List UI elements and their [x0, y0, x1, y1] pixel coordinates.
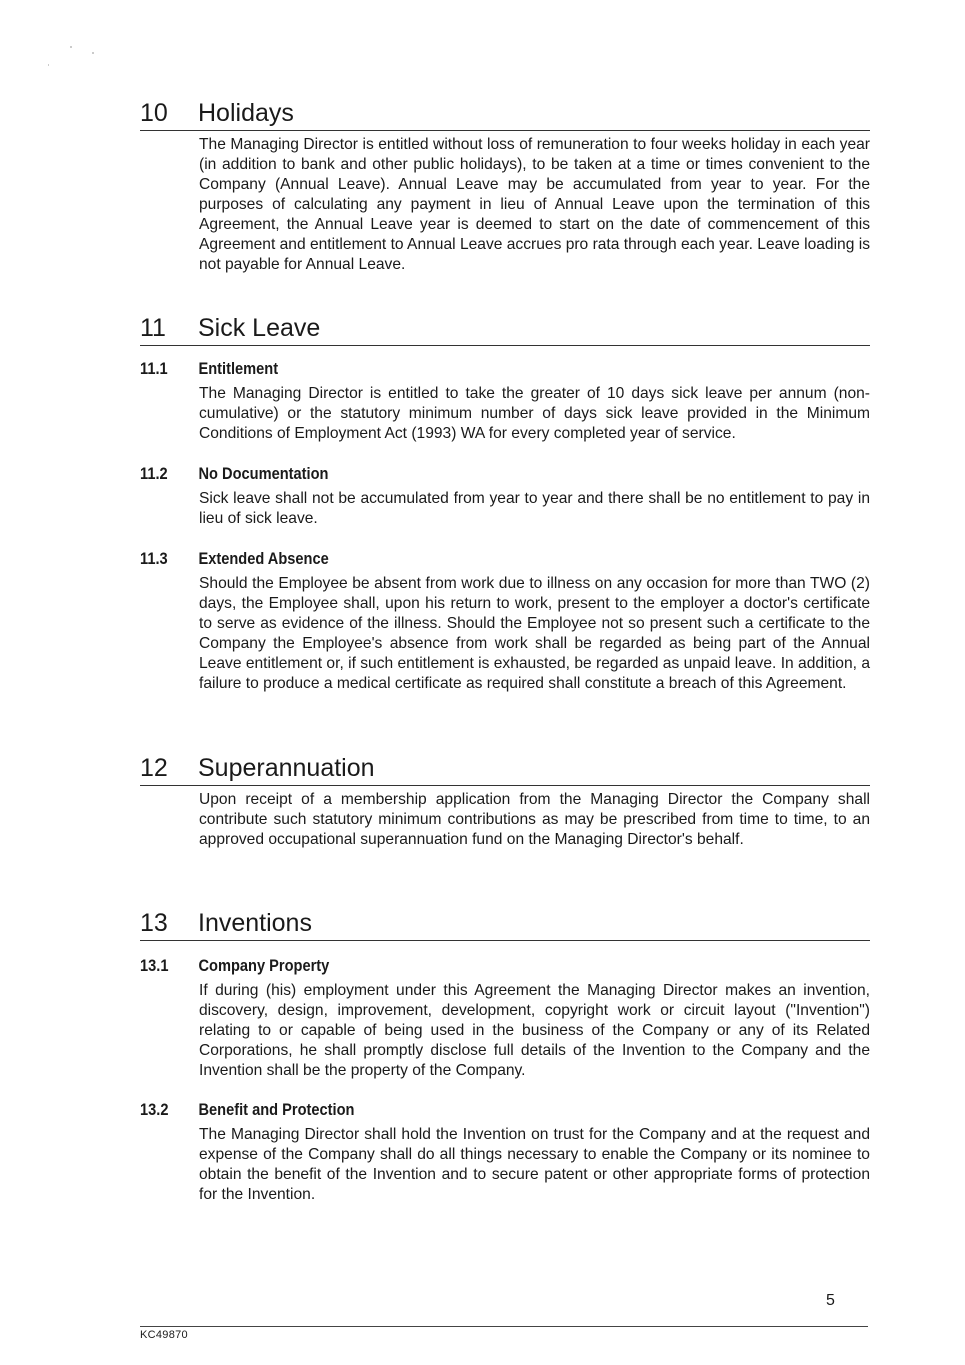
subsection-title: Extended Absence — [198, 549, 329, 568]
subsection-heading — [140, 1099, 868, 1121]
subsection-body: If during (his) employment under this Agreement the Managing Director makes an invention, discovery, design, improvement, development, copyright work or circuit layout ("Invention") relating to or capable of being used in the business of the Company or any of its Related Corporations, he shall promptly disclose full details of the Invention to the Company and the Invention shall be the property of the Company. — [199, 982, 870, 1079]
section-title: Sick Leave — [198, 314, 321, 342]
subsection-heading — [140, 548, 868, 570]
subsection-number: 11.1 — [140, 359, 168, 378]
section-number: 13 — [140, 909, 168, 937]
section-inventions — [140, 910, 870, 941]
subsection-body: Sick leave shall not be accumulated from year to year and there shall be no entitlement to pay in lieu of sick leave. — [199, 490, 870, 527]
section-body: Upon receipt of a membership application from the Managing Director the Company shall contribute such statutory minimum contributions as may be prescribed from time to time, to an approved occupational superannuation fund on the Managing Director's behalf. — [199, 791, 870, 848]
section-heading — [140, 315, 870, 346]
section-heading — [140, 910, 870, 941]
section-heading — [140, 755, 870, 786]
section-number: 11 — [140, 314, 166, 342]
section-number: 12 — [140, 754, 168, 782]
subsection-number: 11.3 — [140, 549, 168, 568]
subsection-body: The Managing Director is entitled to take the greater of 10 days sick leave per annum (non-cumulative) or the statutory minimum number of days sick leave provided in the Minimum Conditions of Employment Act (1993) WA for every completed year of service. — [199, 385, 870, 442]
section-sick-leave — [140, 315, 870, 346]
subsection-number: 13.1 — [140, 956, 169, 975]
subsection-title: Entitlement — [198, 359, 279, 378]
section-title: Superannuation — [198, 754, 375, 782]
section-holidays — [140, 100, 870, 275]
subsection-entitlement — [140, 358, 870, 444]
scan-speck — [48, 64, 49, 66]
subsection-number: 11.2 — [140, 464, 168, 483]
section-number: 10 — [140, 99, 168, 127]
section-heading — [140, 100, 870, 131]
subsection-title: No Documentation — [198, 464, 329, 483]
scan-speck — [70, 46, 72, 48]
subsection-title: Company Property — [198, 956, 330, 975]
subsection-number: 13.2 — [140, 1100, 169, 1119]
subsection-body: The Managing Director shall hold the Invention on trust for the Company and at the request and expense of the Company shall do all things necessary to enable the Company or its nominee to obtain the benefit of the Invention and to secure patent or other appropriate forms of protection for the Invention. — [199, 1126, 870, 1203]
subsection-extended-absence — [140, 548, 870, 694]
subsection-body: Should the Employee be absent from work due to illness on any occasion for more than TWO (2) days, the Employee shall, upon his return to work, present to the employer a doctor's certificate to serve as evidence of the illness. Should the Employee not so present such a certificate to the Company the Employee's absence from work shall be regarded as being part of the Annual Leave entitlement or, if such entitlement is exhausted, be regarded as unpaid leave. In addition, a failure to produce a medical certificate as required shall constitute a breach of this Agreement. — [199, 575, 870, 692]
subsection-benefit-and-protection — [140, 1099, 870, 1205]
section-body: The Managing Director is entitled without loss of remuneration to four weeks holiday in each year (in addition to bank and other public holidays), to be taken at a time or times convenient to the Company (Annual Leave). Annual Leave may be accumulated from year to year. For the purposes of calculating any payment in lieu of Annual Leave upon the termination of this Agreement, the Annual Leave year is deemed to start on the date of commencement of this Agreement and entitlement to Annual Leave accrues pro rata through each year. Leave loading is not payable for Annual Leave. — [199, 136, 870, 273]
section-title: Holidays — [198, 99, 294, 127]
subsection-company-property — [140, 955, 870, 1081]
footer-divider — [140, 1326, 868, 1327]
subsection-heading — [140, 463, 868, 485]
page-number: 5 — [826, 1292, 835, 1309]
subsection-no-documentation — [140, 463, 870, 529]
scan-speck — [92, 52, 94, 54]
section-superannuation — [140, 755, 870, 850]
section-title: Inventions — [198, 909, 312, 937]
subsection-title: Benefit and Protection — [198, 1100, 355, 1119]
subsection-heading — [140, 955, 868, 977]
document-code: KC49870 — [140, 1329, 188, 1341]
subsection-heading — [140, 358, 868, 380]
